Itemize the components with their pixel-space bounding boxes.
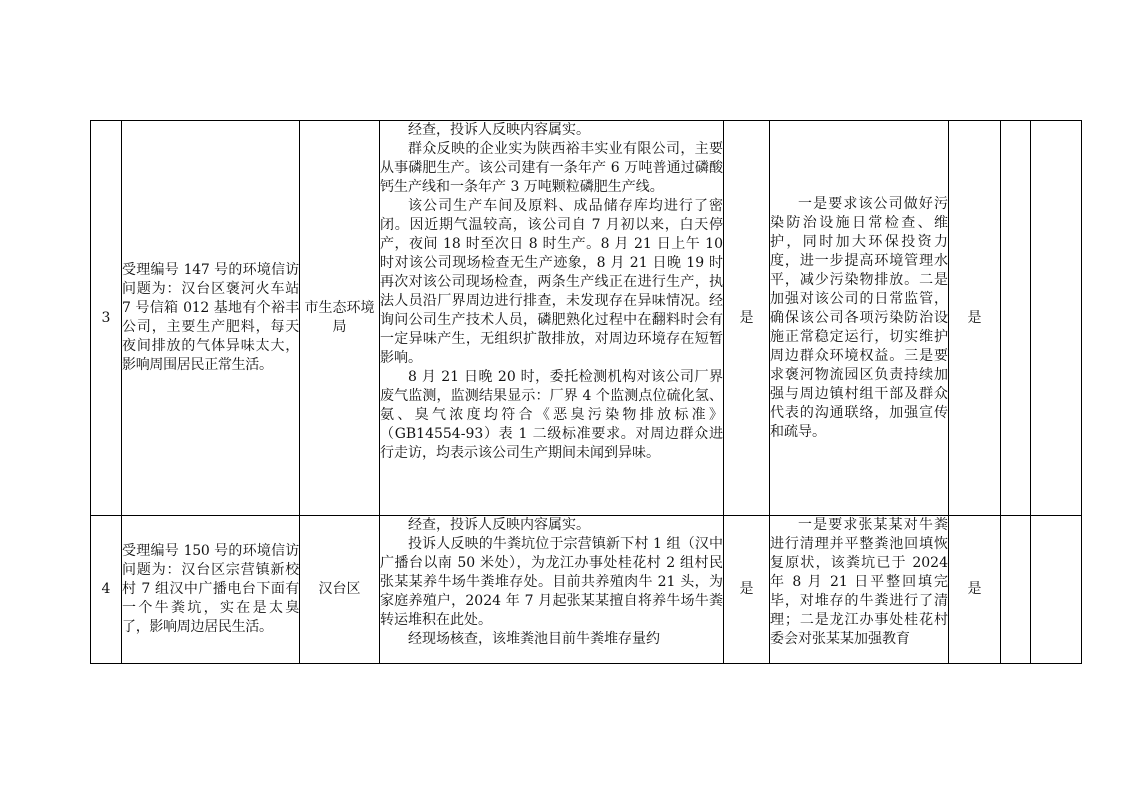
table-row <box>91 121 1082 516</box>
responsible-department: 市生态环境局 <box>300 121 380 516</box>
complaint-table <box>90 120 1082 664</box>
investigation-findings: 经查，投诉人反映内容属实。 群众反映的企业实为陕西裕丰实业有限公司，主要从事磷肥生产。该公司建有一条年产 6 万吨普通过磷酸钙生产线和一条年产 3 万吨颗粒磷肥生产线。 该公司生产车间及原料、成品储存库均进行了密闭。因近期气温较高，该公司自 7 月初以来，白天停产，夜间 18 时至次日 8 时生产。8 月 21 日上午 10 时对该公司现场检查无生产迹象，8 月 21 日晚 19 时再次对该公司现场检查，两条生产线正在进行生产，执法人员沿厂界周边进行排查，未发现存在异味情况。经询问公司生产技术人员，磷肥熟化过程中在翻料时会有一定异味产生，无组织扩散排放，对周边环境存在短暂影响。 8 月 21 日晚 20 时，委托检测机构对该公司厂界废气监测，监测结果显示：厂界 4 个监测点位硫化氢、氨、臭气浓度均符合《恶臭污染物排放标准》（GB14554-93）表 1 二级标准要求。对周边群众进行走访，均表示该公司生产期间未闻到异味。 <box>380 121 724 516</box>
table-row <box>91 516 1082 664</box>
row-index: 4 <box>91 516 122 664</box>
empty-cell <box>1001 516 1031 664</box>
empty-cell <box>1001 121 1031 516</box>
remarks-cell <box>1031 121 1082 516</box>
responsible-department: 汉台区 <box>300 516 380 664</box>
complaint-description: 受理编号 150 号的环境信访问题为：汉台区宗营镇新校村 7 组汉中广播电台下面有一个牛粪坑，实在是太臭了，影响周边居民生活。 <box>122 516 300 664</box>
resolved-flag: 是 <box>949 516 1001 664</box>
verified-flag: 是 <box>724 121 770 516</box>
resolved-flag: 是 <box>949 121 1001 516</box>
rectification-measures: 一是要求张某某对牛粪进行清理并平整粪池回填恢复原状，该粪坑已于 2024 年 8 月 21 日平整回填完毕，对堆存的牛粪进行了清理；二是龙江办事处桂花村委会对张某某加强教育 <box>770 516 949 664</box>
rectification-measures: 一是要求该公司做好污染防治设施日常检查、维护，同时加大环保投资力度，进一步提高环境管理水平，减少污染物排放。二是加强对该公司的日常监管，确保该公司各项污染防治设施正常稳定运行，切实维护周边群众环境权益。三是要求褒河物流园区负责持续加强与周边镇村组干部及群众代表的沟通联络，加强宣传和疏导。 <box>770 121 949 516</box>
verified-flag: 是 <box>724 516 770 664</box>
complaint-description: 受理编号 147 号的环境信访问题为：汉台区褒河火车站 7 号信箱 012 基地有个裕丰公司，主要生产肥料，每天夜间排放的气体异味太大，影响周围居民正常生活。 <box>122 121 300 516</box>
remarks-cell <box>1031 516 1082 664</box>
row-index: 3 <box>91 121 122 516</box>
investigation-findings: 经查，投诉人反映内容属实。 投诉人反映的牛粪坑位于宗营镇新下村 1 组（汉中广播台以南 50 米处），为龙江办事处桂花村 2 组村民张某某养牛场牛粪堆存处。目前共养殖肉牛 21 头，为家庭养殖户，2024 年 7 月起张某某擅自将养牛场牛粪转运堆积在此处。 经现场核查，该堆粪池目前牛粪堆存量约 <box>380 516 724 664</box>
